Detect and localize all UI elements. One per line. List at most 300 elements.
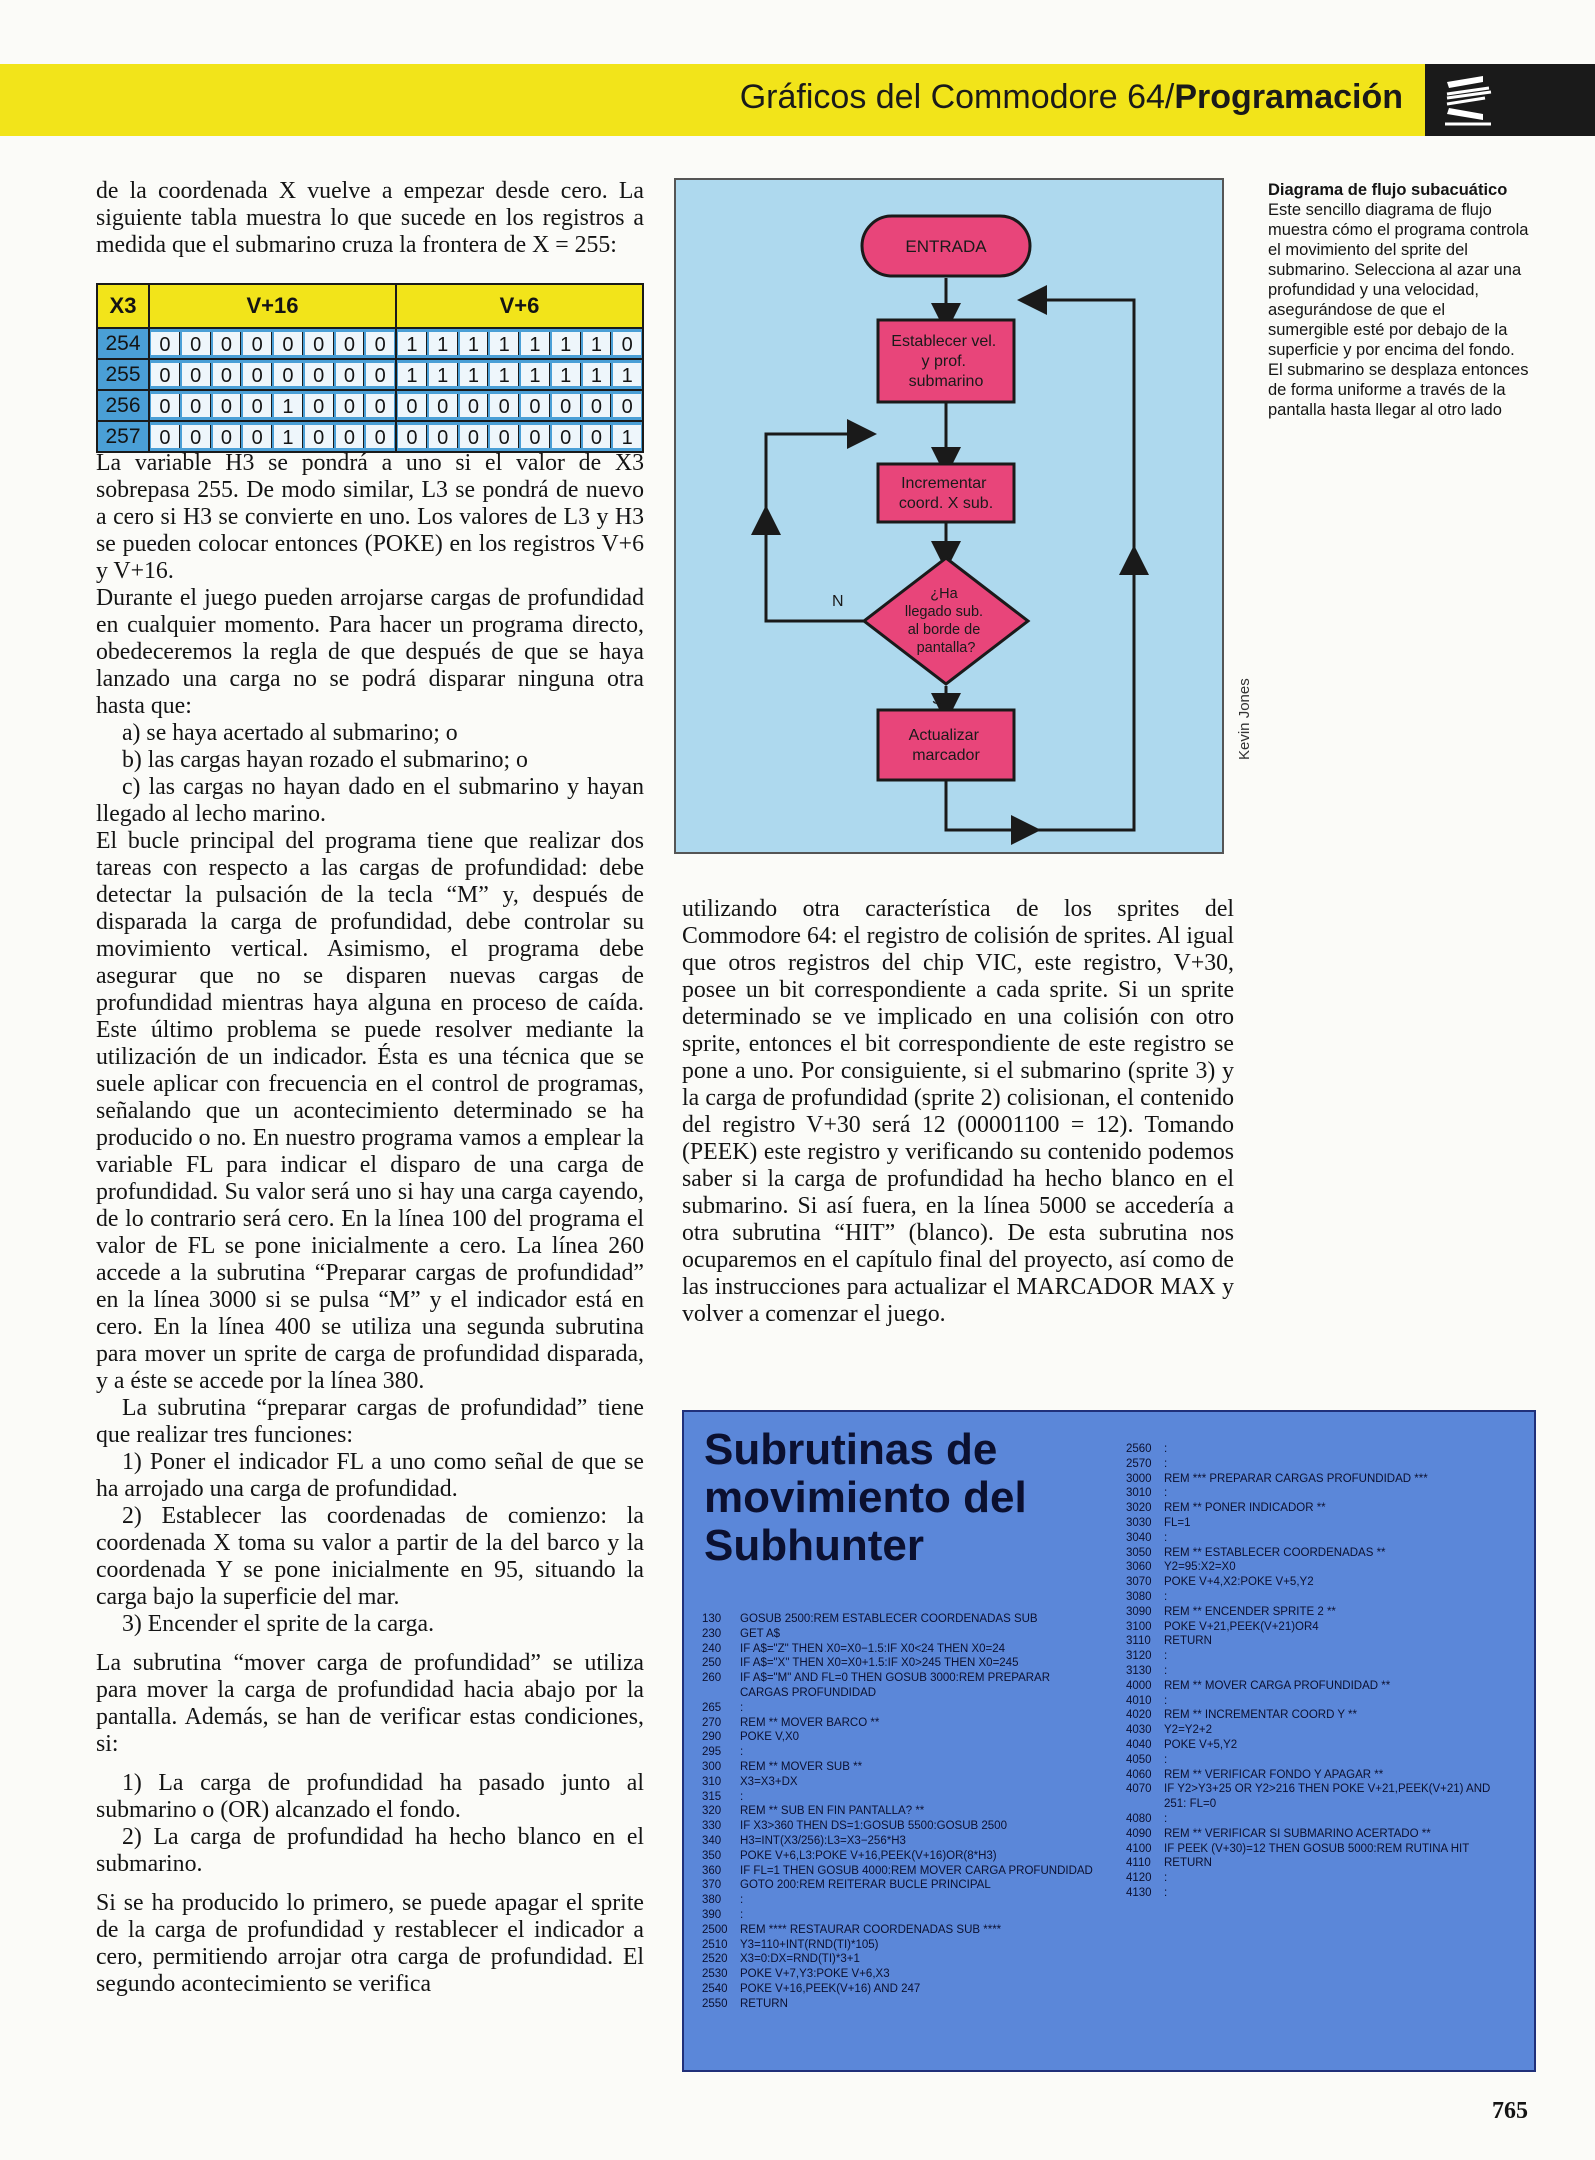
code-line bbox=[702, 1804, 1102, 1819]
bit-cell: 0 bbox=[213, 394, 242, 417]
illustration-credit: Kevin Jones bbox=[1236, 678, 1253, 760]
code-line bbox=[702, 1849, 1102, 1864]
code-statement: REM ** MOVER SUB ** bbox=[740, 1760, 863, 1773]
v6-bits bbox=[396, 359, 643, 390]
flow-no-label: N bbox=[832, 593, 844, 610]
code-statement: : bbox=[1164, 1531, 1168, 1544]
bit-cell: 0 bbox=[490, 394, 519, 417]
table-row bbox=[97, 421, 643, 452]
v16-bits bbox=[149, 328, 396, 359]
line-number: 2540 bbox=[702, 1982, 728, 1995]
flow-loop-left bbox=[766, 434, 866, 621]
code-listing-title: Subrutinas de movimiento del Subhunter bbox=[704, 1425, 1027, 1570]
code-statement: X3=X3+DX bbox=[740, 1775, 798, 1788]
register-table bbox=[96, 283, 644, 453]
code-line bbox=[1126, 1842, 1530, 1857]
code-line bbox=[1126, 1871, 1530, 1886]
code-line bbox=[1126, 1620, 1530, 1635]
paragraph-colision: utilizando otra característica de los sprites del Commodore 64: el registro de colisión de sprites. Al igual que otros registros del chip VIC, este registro, V+30, posee un bit correspondiente a cada sprite. Si un sprite determinado se ve implicado en una colisión con otro sprite, entonces el bit correspondiente de este registro se pone a uno. Por consiguiente, si el submarino (sprite 3) y la carga de profundidad (sprite 2) colisionan, el contenido del registro V+30 será 12 (00001100 = 12). Tomando (PEEK) este registro y verificando su contenido podemos saber si la carga de profundidad ha hecho blanco en el submarino. Si así fuera, en la línea 5000 se accedería a otra subrutina “HIT” (blanco). De esta subrutina nos ocuparemos en el capítulo final del proyecto, así como de las instrucciones para actualizar el MARCADOR MAX y volver a comenzar el juego. bbox=[682, 896, 1234, 1327]
code-line bbox=[1126, 1753, 1530, 1768]
v6-bits bbox=[396, 421, 643, 452]
table-row bbox=[97, 390, 643, 421]
line-number: 4120 bbox=[1126, 1872, 1152, 1885]
bit-cell: 0 bbox=[583, 394, 612, 417]
code-statement: : bbox=[1164, 1753, 1168, 1766]
code-statement: : bbox=[1164, 1812, 1168, 1825]
table-header-v6: V+6 bbox=[396, 284, 643, 328]
code-statement: REM ** VERIFICAR FONDO Y APAGAR ** bbox=[1164, 1768, 1384, 1781]
code-line bbox=[702, 1775, 1102, 1790]
code-line bbox=[1126, 1457, 1530, 1472]
line-number: 370 bbox=[702, 1879, 722, 1892]
bit-cell: 0 bbox=[274, 332, 303, 355]
line-number: 3030 bbox=[1126, 1516, 1152, 1529]
bit-cell: 0 bbox=[336, 332, 365, 355]
line-number: 2550 bbox=[702, 1997, 728, 2010]
paragraph-bucle: El bucle principal del programa tiene que realizar dos tareas con respecto a las cargas de profundidad: debe detectar la pulsación de la tecla “M” y, después de disparada la carga de profundidad, debe controlar su movimiento vertical. Asimismo, el programa debe asegurar que no se disparen nuevas cargas de profundidad mientras haya alguna en proceso de caída. Este último problema se puede resolver mediante la utilización de un indicador. Ésta es una técnica que se suele aplicar con frecuencia en el control de programas, señalando que un acontecimiento determinado se ha producido o no. En nuestro programa vamos a emplear la variable FL para indicar el disparo de una carga de profundidad. Su valor será uno si hay una carga cayendo, de lo contrario será cero. En la línea 100 del programa el valor de FL se pone inicialmente a cero. La línea 260 accede a la subrutina “Preparar cargas de profundidad” en la línea 3000 si se pulsa “M” y el indicador está en cero. En la línea 400 se utiliza una segunda subrutina para mover un sprite de carga de profundidad disparada, y a éste se accede por la línea 380. bbox=[96, 828, 644, 1394]
line-number: 3090 bbox=[1126, 1605, 1152, 1618]
line-number: 3110 bbox=[1126, 1635, 1151, 1648]
bit-cell: 0 bbox=[521, 394, 550, 417]
line-number: 270 bbox=[702, 1716, 722, 1729]
flow-box-update-score-line: marcador bbox=[912, 747, 980, 764]
code-line bbox=[1126, 1708, 1530, 1723]
caption-title: Diagrama de flujo subacuático bbox=[1268, 181, 1508, 199]
code-statement: POKE V+7,Y3:POKE V+6,X3 bbox=[740, 1968, 890, 1981]
code-statement: GOTO 200:REM REITERAR BUCLE PRINCIPAL bbox=[740, 1879, 991, 1892]
code-line bbox=[1126, 1442, 1530, 1457]
condition-1: 1) La carga de profundidad ha pasado junto al submarino o (OR) alcanzado el fondo. bbox=[96, 1770, 644, 1823]
flowchart-caption bbox=[1268, 180, 1530, 420]
paragraph-final: Si se ha producido lo primero, se puede apagar el sprite de la carga de profundidad y restablecer el indicador a cero, permitiendo arrojar otra carga de profundidad. El segundo acontecimiento se verifica bbox=[96, 1890, 644, 1997]
line-number: 4080 bbox=[1126, 1812, 1152, 1825]
condition-list bbox=[96, 720, 644, 828]
v16-bits bbox=[149, 421, 396, 452]
line-number: 4060 bbox=[1126, 1768, 1152, 1781]
code-statement: RETURN bbox=[1164, 1857, 1212, 1870]
bit-cell: 0 bbox=[151, 394, 180, 417]
bit-cell: 0 bbox=[490, 425, 519, 448]
flow-box-set-speed-line: Establecer vel. bbox=[891, 333, 997, 350]
code-line bbox=[702, 1923, 1102, 1938]
code-line bbox=[702, 1967, 1102, 1982]
line-number: 2510 bbox=[702, 1938, 728, 1951]
bit-cell: 0 bbox=[274, 363, 303, 386]
code-line bbox=[1126, 1634, 1530, 1649]
code-statement: GOSUB 2500:REM ESTABLECER COORDENADAS SUB bbox=[740, 1613, 1038, 1625]
code-line bbox=[1126, 1768, 1530, 1783]
bit-cell: 0 bbox=[613, 394, 641, 417]
line-number: 230 bbox=[702, 1627, 722, 1640]
line-number: 290 bbox=[702, 1731, 722, 1744]
code-statement: : bbox=[1164, 1487, 1168, 1500]
line-number: 300 bbox=[702, 1760, 722, 1773]
bit-cell: 0 bbox=[182, 363, 211, 386]
code-statement: : bbox=[1164, 1650, 1168, 1663]
code-line bbox=[1126, 1516, 1530, 1531]
bit-cell: 1 bbox=[398, 363, 427, 386]
code-line bbox=[1126, 1590, 1530, 1605]
code-statement: Y3=110+INT(RND(TI)*105) bbox=[740, 1938, 879, 1951]
code-statement: : bbox=[1164, 1457, 1168, 1470]
bit-cell: 1 bbox=[552, 363, 581, 386]
code-line bbox=[1126, 1694, 1530, 1709]
code-statement: : bbox=[740, 1746, 744, 1759]
line-number: 330 bbox=[702, 1820, 722, 1833]
code-line bbox=[702, 1819, 1102, 1834]
code-line bbox=[702, 1997, 1102, 2012]
line-number: 340 bbox=[702, 1834, 722, 1847]
code-line bbox=[1126, 1575, 1530, 1590]
code-statement: H3=INT(X3/256):L3=X3−256*H3 bbox=[740, 1834, 906, 1847]
bit-cell: 0 bbox=[243, 363, 272, 386]
line-number: 315 bbox=[702, 1790, 722, 1803]
line-number: 130 bbox=[702, 1613, 722, 1625]
code-line bbox=[1126, 1827, 1530, 1842]
line-number: 3070 bbox=[1126, 1576, 1152, 1589]
line-number: 4050 bbox=[1126, 1753, 1152, 1766]
v16-bits bbox=[149, 359, 396, 390]
line-number: 310 bbox=[702, 1775, 722, 1788]
line-number: 4010 bbox=[1126, 1694, 1152, 1707]
code-line bbox=[1126, 1649, 1530, 1664]
bit-cell: 0 bbox=[182, 332, 211, 355]
code-statement: : bbox=[1164, 1664, 1168, 1677]
bit-cell: 1 bbox=[521, 332, 550, 355]
bit-cell: 0 bbox=[398, 394, 427, 417]
flow-decision-line: al borde de bbox=[907, 622, 981, 638]
flow-box-update-score-line: Actualizar bbox=[908, 727, 979, 744]
function-1: 1) Poner el indicador FL a uno como señal de que se ha arrojado una carga de profundidad. bbox=[96, 1449, 644, 1502]
bit-cell: 0 bbox=[460, 394, 489, 417]
code-statement: : bbox=[1164, 1872, 1168, 1885]
bit-cell: 1 bbox=[460, 363, 489, 386]
flow-box-increment bbox=[878, 464, 1014, 522]
code-line bbox=[702, 1701, 1102, 1716]
code-statement: REM ** ENCENDER SPRITE 2 ** bbox=[1164, 1605, 1336, 1618]
bit-cell: 1 bbox=[274, 425, 303, 448]
flow-box-update-score bbox=[878, 710, 1014, 780]
code-line bbox=[702, 1878, 1102, 1893]
code-statement: X3=0:DX=RND(TI)*3+1 bbox=[740, 1953, 860, 1966]
bit-cell: 1 bbox=[429, 363, 458, 386]
code-line bbox=[1126, 1486, 1530, 1501]
code-statement: : bbox=[1164, 1443, 1168, 1455]
line-number: 3130 bbox=[1126, 1664, 1152, 1677]
list-item: c) las cargas no hayan dado en el submarino y hayan llegado al lecho marino. bbox=[96, 774, 644, 827]
code-statement: POKE V+21,PEEK(V+21)OR4 bbox=[1164, 1620, 1319, 1633]
v16-bits bbox=[149, 390, 396, 421]
code-line bbox=[702, 1834, 1102, 1849]
code-statement: IF Y2>Y3+25 OR Y2>216 THEN POKE V+21,PEEK(V+21) AND 251: FL=0 bbox=[1164, 1783, 1491, 1811]
table-row bbox=[97, 328, 643, 359]
code-statement: RETURN bbox=[1164, 1635, 1212, 1648]
line-number: 3080 bbox=[1126, 1590, 1152, 1603]
flow-decision-line: pantalla? bbox=[916, 640, 976, 656]
code-line bbox=[1126, 1560, 1530, 1575]
code-statement: POKE V+5,Y2 bbox=[1164, 1738, 1238, 1751]
code-statement: IF FL=1 THEN GOSUB 4000:REM MOVER CARGA PROFUNDIDAD bbox=[740, 1864, 1093, 1877]
line-number: 390 bbox=[702, 1908, 722, 1921]
bit-cell: 0 bbox=[213, 332, 242, 355]
bit-cell: 1 bbox=[583, 332, 612, 355]
paragraph-preparar: La subrutina “preparar cargas de profundidad” tiene que realizar tres funciones: bbox=[96, 1395, 644, 1448]
code-line bbox=[702, 1627, 1102, 1642]
code-line bbox=[702, 1730, 1102, 1745]
bit-cell: 0 bbox=[182, 394, 211, 417]
line-number: 380 bbox=[702, 1894, 722, 1907]
flow-box-increment-line: Incrementar bbox=[901, 475, 987, 492]
code-statement: : bbox=[1164, 1694, 1168, 1707]
code-statement: : bbox=[740, 1908, 744, 1921]
paragraph-h3: La variable H3 se pondrá a uno si el valor de X3 sobrepasa 255. De modo similar, L3 se pondrá de nuevo a cero si H3 se convierte en uno. Los valores de L3 y H3 se pueden colocar entonces (POKE) en los registros V+6 y V+16. bbox=[96, 450, 644, 584]
x3-value: 257 bbox=[97, 421, 149, 452]
code-line bbox=[1126, 1886, 1530, 1901]
line-number: 265 bbox=[702, 1701, 722, 1714]
code-statement: FL=1 bbox=[1164, 1516, 1191, 1529]
code-line bbox=[1126, 1856, 1530, 1871]
code-line bbox=[702, 1982, 1102, 1997]
intro-paragraph: de la coordenada X vuelve a empezar desde cero. La siguiente tabla muestra lo que sucede en los registros a medida que el submarino cruza la frontera de X = 255: bbox=[96, 178, 644, 258]
condition-2: 2) La carga de profundidad ha hecho blanco en el submarino. bbox=[96, 1824, 644, 1877]
code-statement: REM **** RESTAURAR COORDENADAS SUB **** bbox=[740, 1923, 1002, 1936]
flow-decision bbox=[864, 558, 1028, 684]
code-line bbox=[702, 1952, 1102, 1967]
bit-cell: 1 bbox=[613, 425, 641, 448]
bit-cell: 0 bbox=[552, 394, 581, 417]
code-line bbox=[702, 1893, 1102, 1908]
bit-cell: 0 bbox=[336, 363, 365, 386]
code-line bbox=[1126, 1605, 1530, 1620]
line-number: 320 bbox=[702, 1805, 722, 1818]
line-number: 2530 bbox=[702, 1968, 728, 1981]
bit-cell: 0 bbox=[151, 332, 180, 355]
code-listing-box bbox=[682, 1410, 1536, 2072]
code-line bbox=[1126, 1531, 1530, 1546]
code-line bbox=[702, 1671, 1102, 1701]
code-line bbox=[702, 1938, 1102, 1953]
code-statement: POKE V,X0 bbox=[740, 1731, 800, 1744]
bit-cell: 1 bbox=[460, 332, 489, 355]
line-number: 3000 bbox=[1126, 1472, 1152, 1485]
table-header-x3: X3 bbox=[97, 284, 149, 328]
bit-cell: 1 bbox=[490, 363, 519, 386]
bit-cell: 1 bbox=[274, 394, 303, 417]
bit-cell: 0 bbox=[305, 332, 334, 355]
bit-cell: 0 bbox=[613, 332, 641, 355]
line-number: 3050 bbox=[1126, 1546, 1152, 1559]
bit-cell: 0 bbox=[366, 363, 394, 386]
page-number: 765 bbox=[1492, 2098, 1528, 2124]
line-number: 3010 bbox=[1126, 1487, 1152, 1500]
code-statement: : bbox=[740, 1894, 744, 1907]
code-line bbox=[1126, 1501, 1530, 1516]
flow-decision-line: ¿Ha bbox=[930, 586, 958, 602]
line-number: 295 bbox=[702, 1746, 722, 1759]
code-statement: IF A$="M" AND FL=0 THEN GOSUB 3000:REM PREPARAR CARGAS PROFUNDIDAD bbox=[740, 1672, 1051, 1699]
line-number: 3120 bbox=[1126, 1650, 1152, 1663]
line-number: 3040 bbox=[1126, 1531, 1152, 1544]
flow-box-set-speed-line: y prof. bbox=[921, 353, 967, 370]
list-item: b) las cargas hayan rozado el submarino; o bbox=[122, 747, 528, 773]
code-line bbox=[702, 1864, 1102, 1879]
line-number: 4040 bbox=[1126, 1738, 1152, 1751]
column-1-text bbox=[96, 450, 644, 1998]
code-statement: IF X3>360 THEN DS=1:GOSUB 5500:GOSUB 2500 bbox=[740, 1820, 1007, 1833]
bit-cell: 1 bbox=[552, 332, 581, 355]
line-number: 4100 bbox=[1126, 1842, 1152, 1855]
bit-cell: 0 bbox=[429, 394, 458, 417]
line-number: 2560 bbox=[1126, 1443, 1152, 1455]
bit-cell: 0 bbox=[521, 425, 550, 448]
bit-cell: 0 bbox=[583, 425, 612, 448]
paragraph-mover: La subrutina “mover carga de profundidad” se utiliza para mover la carga de profundidad hacia abajo por la pantalla. Además, se han de verificar estas condiciones, si: bbox=[96, 1650, 644, 1757]
bit-cell: 1 bbox=[398, 332, 427, 355]
line-number: 360 bbox=[702, 1864, 722, 1877]
paragraph-juego: Durante el juego pueden arrojarse cargas de profundidad en cualquier momento. Para hacer un programa directo, obedeceremos la regla de que después de que se haya lanzado una carga no se podrá disparar ninguna otra hasta que: bbox=[96, 585, 644, 719]
bit-cell: 1 bbox=[429, 332, 458, 355]
function-3: 3) Encender el sprite de la carga. bbox=[122, 1611, 435, 1637]
line-number: 4090 bbox=[1126, 1827, 1152, 1840]
code-line bbox=[1126, 1664, 1530, 1679]
code-line bbox=[702, 1716, 1102, 1731]
bit-cell: 0 bbox=[366, 425, 394, 448]
line-number: 4130 bbox=[1126, 1886, 1152, 1899]
code-line bbox=[1126, 1782, 1530, 1812]
code-line bbox=[702, 1760, 1102, 1775]
line-number: 350 bbox=[702, 1849, 722, 1862]
bit-cell: 0 bbox=[398, 425, 427, 448]
v6-bits bbox=[396, 328, 643, 359]
line-number: 240 bbox=[702, 1642, 722, 1655]
code-statement: : bbox=[1164, 1590, 1168, 1603]
bit-cell: 0 bbox=[305, 394, 334, 417]
line-number: 260 bbox=[702, 1672, 722, 1685]
code-line bbox=[702, 1790, 1102, 1805]
x3-value: 256 bbox=[97, 390, 149, 421]
line-number: 3100 bbox=[1126, 1620, 1152, 1633]
code-statement: POKE V+16,PEEK(V+16) AND 247 bbox=[740, 1982, 921, 1995]
code-statement: REM ** MOVER BARCO ** bbox=[740, 1716, 880, 1729]
list-item: a) se haya acertado al submarino; o bbox=[122, 720, 458, 746]
code-column-left bbox=[702, 1612, 1102, 2012]
code-statement: RETURN bbox=[740, 1997, 788, 2010]
code-line bbox=[1126, 1723, 1530, 1738]
bit-cell: 0 bbox=[213, 425, 242, 448]
code-line bbox=[702, 1642, 1102, 1657]
line-number: 2570 bbox=[1126, 1457, 1152, 1470]
code-line bbox=[1126, 1546, 1530, 1561]
bit-cell: 1 bbox=[521, 363, 550, 386]
code-statement: REM ** SUB EN FIN PANTALLA? ** bbox=[740, 1805, 925, 1818]
code-statement: POKE V+6,L3:POKE V+16,PEEK(V+16)OR(8*H3) bbox=[740, 1849, 997, 1862]
code-statement: : bbox=[740, 1701, 744, 1714]
code-line bbox=[1126, 1812, 1530, 1827]
code-statement: : bbox=[1164, 1886, 1168, 1899]
code-line bbox=[1126, 1472, 1530, 1487]
line-number: 4030 bbox=[1126, 1724, 1152, 1737]
bit-cell: 0 bbox=[366, 394, 394, 417]
code-line bbox=[702, 1656, 1102, 1671]
line-number: 2500 bbox=[702, 1923, 728, 1936]
bit-cell: 0 bbox=[366, 332, 394, 355]
table-header-v16: V+16 bbox=[149, 284, 396, 328]
bit-cell: 0 bbox=[213, 363, 242, 386]
line-number: 3060 bbox=[1126, 1561, 1152, 1574]
code-statement: REM ** PONER INDICADOR ** bbox=[1164, 1502, 1326, 1515]
bit-cell: 0 bbox=[243, 394, 272, 417]
line-number: 4070 bbox=[1126, 1783, 1152, 1796]
line-number: 2520 bbox=[702, 1953, 728, 1966]
bit-cell: 0 bbox=[460, 425, 489, 448]
v6-bits bbox=[396, 390, 643, 421]
code-column-right bbox=[1126, 1442, 1530, 1901]
code-statement: GET A$ bbox=[740, 1627, 781, 1640]
bit-cell: 1 bbox=[583, 363, 612, 386]
bit-cell: 0 bbox=[151, 363, 180, 386]
caption-body: Este sencillo diagrama de flujo muestra cómo el programa controla el movimiento del sprite del submarino. Selecciona al azar una profundidad y una velocidad, asegurándose de que el sumergible esté por debajo de la superficie y por encima del fondo. El submarino se desplaza entonces de forma uniforme a través de la pantalla hasta llegar al otro lado bbox=[1268, 201, 1529, 419]
line-number: 3020 bbox=[1126, 1502, 1152, 1515]
x3-value: 254 bbox=[97, 328, 149, 359]
bit-cell: 0 bbox=[336, 425, 365, 448]
bit-cell: 0 bbox=[336, 394, 365, 417]
table-row bbox=[97, 359, 643, 390]
x3-value: 255 bbox=[97, 359, 149, 390]
flow-box-set-speed-line: submarino bbox=[908, 373, 984, 390]
bit-cell: 0 bbox=[151, 425, 180, 448]
section-logo-icon bbox=[1425, 64, 1595, 136]
bit-cell: 0 bbox=[305, 425, 334, 448]
code-statement: REM ** INCREMENTAR COORD Y ** bbox=[1164, 1709, 1357, 1722]
header-title: Gráficos del Commodore 64/Programación bbox=[739, 78, 1403, 116]
code-statement: : bbox=[740, 1790, 744, 1803]
flow-box-increment-line: coord. X sub. bbox=[898, 495, 994, 512]
flowchart bbox=[674, 178, 1224, 854]
bit-cell: 1 bbox=[490, 332, 519, 355]
bit-cell: 1 bbox=[613, 363, 641, 386]
code-statement: REM ** ESTABLECER COORDENADAS ** bbox=[1164, 1546, 1386, 1559]
line-number: 4020 bbox=[1126, 1709, 1152, 1722]
code-statement: IF A$="X" THEN X0=X0+1.5:IF X0>245 THEN X0=245 bbox=[740, 1657, 1019, 1670]
bit-cell: 0 bbox=[243, 425, 272, 448]
bit-cell: 0 bbox=[552, 425, 581, 448]
code-line bbox=[702, 1745, 1102, 1760]
code-line bbox=[702, 1908, 1102, 1923]
line-number: 4000 bbox=[1126, 1679, 1152, 1692]
flow-decision-line: llegado sub. bbox=[904, 604, 984, 620]
page-header bbox=[0, 64, 1425, 136]
function-2: 2) Establecer las coordenadas de comienzo: la coordenada X toma su valor a partir de la del barco y la coordenada Y se pone inicialmente en 95, situando la carga bajo la superficie del mar. bbox=[96, 1503, 644, 1610]
bit-cell: 0 bbox=[305, 363, 334, 386]
code-statement: IF A$="Z" THEN X0=X0−1.5:IF X0<24 THEN X0=24 bbox=[740, 1642, 1006, 1655]
code-statement: REM *** PREPARAR CARGAS PROFUNDIDAD *** bbox=[1164, 1472, 1428, 1485]
code-statement: Y2=Y2+2 bbox=[1164, 1724, 1212, 1737]
flow-start-label: ENTRADA bbox=[905, 237, 987, 256]
code-statement: REM ** MOVER CARGA PROFUNDIDAD ** bbox=[1164, 1679, 1391, 1692]
bit-cell: 0 bbox=[182, 425, 211, 448]
flow-yes-label: S bbox=[932, 691, 943, 708]
code-statement: IF PEEK (V+30)=12 THEN GOSUB 5000:REM RUTINA HIT bbox=[1164, 1842, 1470, 1855]
column-2-text bbox=[682, 896, 1234, 1328]
code-line bbox=[1126, 1679, 1530, 1694]
code-line bbox=[702, 1612, 1102, 1627]
bit-cell: 0 bbox=[243, 332, 272, 355]
code-line bbox=[1126, 1738, 1530, 1753]
code-statement: Y2=95:X2=X0 bbox=[1164, 1561, 1236, 1574]
line-number: 4110 bbox=[1126, 1857, 1151, 1870]
code-statement: REM ** VERIFICAR SI SUBMARINO ACERTADO ** bbox=[1164, 1827, 1431, 1840]
code-statement: POKE V+4,X2:POKE V+5,Y2 bbox=[1164, 1576, 1314, 1589]
